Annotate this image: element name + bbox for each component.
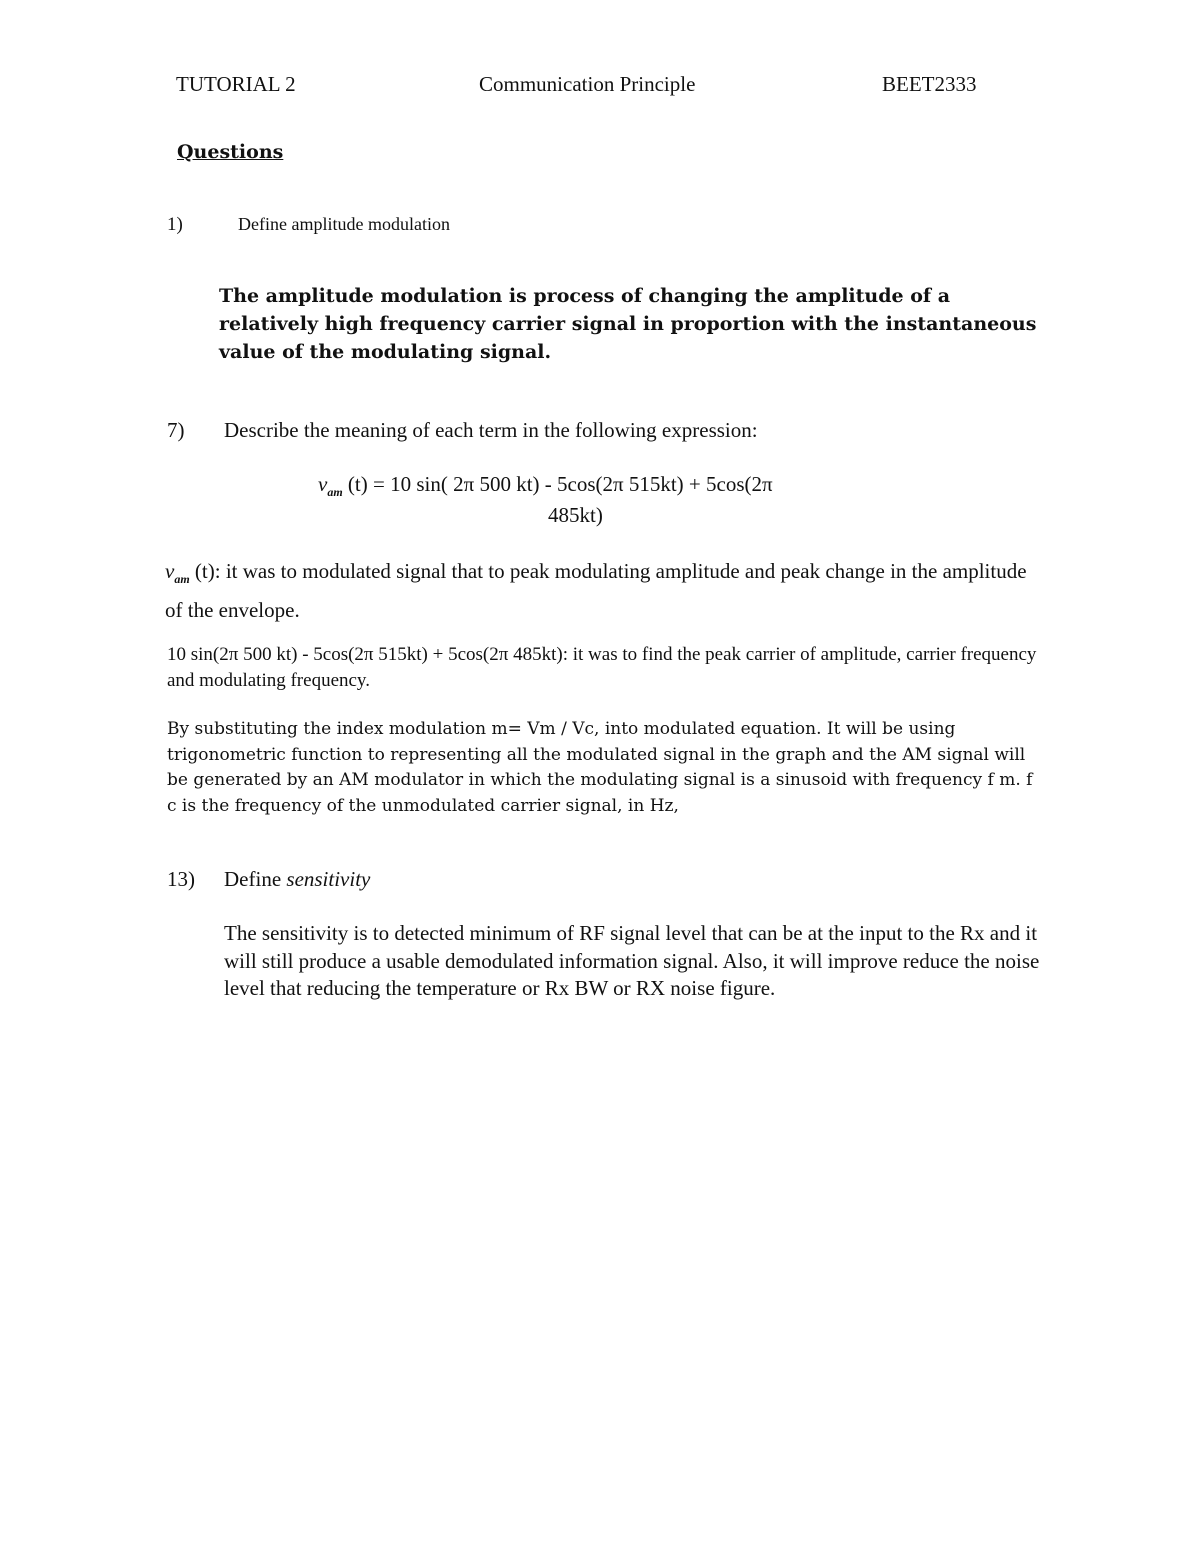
term-1-variable: v	[165, 559, 175, 583]
equation-subscript: am	[327, 485, 343, 499]
question-1-text: Define amplitude modulation	[238, 214, 450, 234]
term-1-explanation	[165, 556, 1045, 626]
equation-variable: v	[318, 472, 328, 496]
question-13-prefix: Define	[224, 867, 287, 891]
section-title: Questions	[177, 141, 284, 163]
question-7-text: Describe the meaning of each term in the following expression:	[224, 418, 758, 442]
question-13-number: 13)	[167, 867, 195, 891]
equation-line-2: 485kt)	[548, 503, 603, 527]
equation-rest: (t) = 10 sin( 2π 500 kt) - 5cos(2π 515kt) + 5cos(2π	[342, 472, 773, 496]
equation-line-1	[318, 472, 773, 500]
question-1-number: 1)	[167, 214, 183, 235]
term-1-text: (t): it was to modulated signal that to peak modulating amplitude and peak change in the amplitude of the envelope.	[165, 559, 1027, 622]
term-1-subscript: am	[174, 572, 190, 586]
question-1-answer: The amplitude modulation is process of changing the amplitude of a relatively high frequency carrier signal in proportion with the instantaneous value of the modulating signal.	[219, 285, 1037, 363]
header-center: Communication Principle	[479, 72, 696, 96]
header-left: TUTORIAL 2	[176, 72, 296, 96]
question-7-number: 7)	[167, 418, 185, 442]
question-7-paragraph: By substituting the index modulation m= Vm / Vc, into modulated equation. It will be using trigonometric function to representing all the modulated signal in the graph and the AM signal will be generated by an AM modulator in which the modulating signal is a sinusoid with frequency f m. f c is the frequency of the unmodulated carrier signal, in Hz,	[167, 719, 1033, 816]
question-13-text	[224, 867, 370, 892]
question-13-answer: The sensitivity is to detected minimum of RF signal level that can be at the input to the Rx and it will still produce a usable demodulated information signal. Also, it will improve reduce the noise level that reducing the temperature or Rx BW or RX noise figure.	[224, 921, 1040, 1000]
term-2-explanation: 10 sin(2π 500 kt) - 5cos(2π 515kt) + 5cos(2π 485kt): it was to find the peak carrier of amplitude, carrier frequency and modulating frequency.	[167, 644, 1037, 691]
question-13-italic: sensitivity	[286, 867, 371, 891]
header-right: BEET2333	[882, 72, 977, 96]
